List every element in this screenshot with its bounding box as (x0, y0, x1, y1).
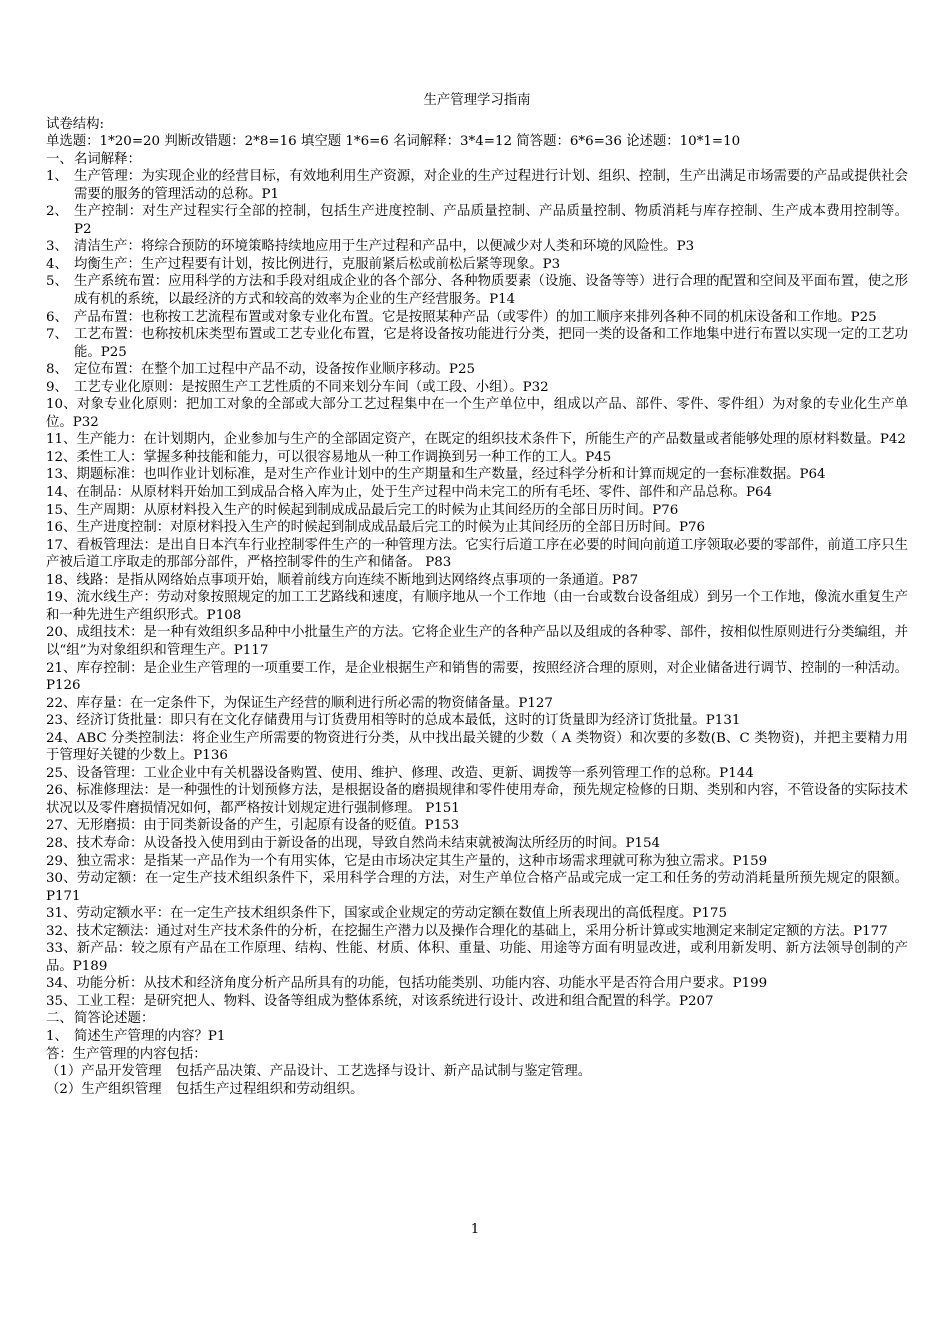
term-number: 11、 (46, 432, 77, 448)
term-text: 定位布置：在整个加工过程中产品不动，设备按作业顺序移动。P25 (74, 362, 475, 378)
term-number: 23、 (46, 713, 77, 729)
term-item (46, 502, 908, 520)
term-number: 5、 (46, 274, 68, 290)
term-item (46, 835, 908, 853)
term-item (46, 273, 908, 308)
answer-item (46, 1081, 908, 1099)
answer-label: （2）生产组织管理 (46, 1081, 162, 1097)
section-label: 简答论述题： (74, 1011, 155, 1027)
term-number: 26、 (46, 783, 77, 799)
term-item (46, 431, 908, 449)
term-number: 19、 (46, 590, 77, 606)
page-number: 1 (470, 1222, 480, 1237)
term-number: 17、 (46, 537, 77, 553)
term-number: 16、 (46, 520, 77, 536)
term-number: 2、 (46, 204, 68, 220)
section-label: 名词解释： (74, 151, 141, 167)
term-number: 8、 (46, 362, 68, 378)
term-text: 生产能力：在计划期内，企业参加与生产的全部固定资产，在既定的组织技术条件下，所能生产的产品数量或者能够处理的原材料数量。P42 (76, 432, 906, 448)
term-number: 7、 (46, 327, 68, 343)
term-number: 14、 (46, 485, 77, 501)
term-text: 清洁生产：将综合预防的环境策略持续地应用于生产过程和产品中，以便减少对人类和环境的风险性。P3 (74, 239, 695, 255)
term-item (46, 379, 908, 397)
structure-detail: 单选题：1*20=20 判断改错题：2*8=16 填空题 1*6=6 名词解释：3*4=12 简答题：6*6=36 论述题：10*1=10 (46, 134, 741, 150)
term-text: 线路：是指从网络始点事项开始，顺着前线方向连续不断地到达网络终点事项的一条通道。P87 (76, 572, 639, 588)
term-number: 3、 (46, 239, 68, 255)
term-item (46, 537, 908, 572)
term-item (46, 396, 908, 431)
document-page (46, 92, 908, 1098)
answer-intro: 答：生产管理的内容包括： (46, 1046, 207, 1062)
term-number: 13、 (46, 467, 77, 483)
term-item (46, 519, 908, 537)
term-text: 看板管理法：是出自日本汽车行业控制零件生产的一种管理方法。它实行后道工序在必要的时间向前道工序领取必要的零部件，前道工序只生产被后道工序取走的那部分部件，严格控制零件的生产和储备。 P83 (46, 537, 908, 571)
term-number: 1、 (46, 169, 68, 185)
page-title: 生产管理学习指南 (423, 93, 531, 108)
term-text: 工艺布置：也称按机床类型布置或工艺专业化布置，它是将设备按功能进行分类，把同一类的设备和工作地集中进行布置以实现一定的工艺功能。P25 (74, 327, 908, 360)
term-number: 22、 (46, 695, 77, 711)
term-text: 均衡生产：生产过程要有计划，按比例进行，克服前紧后松或前松后紧等现象。P3 (74, 256, 561, 272)
term-item (46, 817, 908, 835)
term-item (46, 660, 908, 695)
question-number: 1、 (46, 1028, 68, 1044)
term-text: 成组技术：是一种有效组织多品种中小批量生产的方法。它将企业生产的各种产品以及组成的各种零、部件，按相似性原则进行分类编组，并以“组”为对象组织和管理生产。P117 (46, 625, 908, 658)
term-number: 20、 (46, 625, 77, 641)
term-text: 设备管理：工业企业中有关机器设备购置、使用、维护、修理、改造、更新、调拨等一系列管理工作的总称。P144 (76, 765, 754, 781)
term-item (46, 484, 908, 502)
term-text: 无形磨损：由于同类新设备的产生，引起原有设备的贬值。P153 (76, 818, 460, 834)
term-number: 4、 (46, 256, 68, 272)
term-text: 库存控制：是企业生产管理的一项重要工作，是企业根据生产和销售的需要，按照经济合理的原则，对企业储备进行调节、控制的一种活动。P126 (46, 660, 908, 694)
term-number: 12、 (46, 449, 77, 465)
term-item (46, 782, 908, 817)
term-text: 生产进度控制：对原材料投入生产的时候起到制成成品最后完工的时候为止其间经历的全部日历时间。P76 (76, 520, 706, 536)
term-text: 库存量：在一定条件下，为保证生产经营的顺利进行所必需的物资储备量。P127 (76, 695, 553, 711)
term-text: 工业工程：是研究把人、物料、设备等组成为整体系统，对该系统进行设计、改进和组合配置的科学。P207 (76, 993, 714, 1009)
answers-list (46, 1063, 908, 1098)
term-item (46, 730, 908, 765)
term-number: 34、 (46, 976, 77, 992)
term-text: 生产周期：从原材料投入生产的时候起到制成成品最后完工的时候为止其间经历的全部日历时间。P76 (76, 502, 679, 518)
term-text: 生产控制：对生产过程实行全部的控制，包括生产进度控制、产品质量控制、产品质量控制、物质消耗与库存控制、生产成本费用控制等。P2 (74, 204, 908, 237)
term-number: 9、 (46, 379, 68, 395)
term-text: 新产品：较之原有产品在工作原理、结构、性能、材质、体积、重量、功能、用途等方面有明显改进，或利用新发明、新方法领导创制的产品。P189 (46, 941, 908, 974)
term-item (46, 765, 908, 783)
term-number: 28、 (46, 835, 77, 851)
term-text: 产品布置：也称按工艺流程布置或对象专业化布置。它是按照某种产品（或零件）的加工顺序来排列各种不同的机床设备和工作地。P25 (74, 309, 877, 325)
answer-text: 包括产品决策、产品设计、工艺选择与设计、新产品试制与鉴定管理。 (176, 1064, 592, 1080)
term-item (46, 905, 908, 923)
term-text: 标准修理法：是一种强性的计划预修方法，是根据设备的磨损规律和零件使用寿命，预先规定检修的日期、类别和内容，不管设备的实际技术状况以及零件磨损情况如何，都严格按计划规定进行强制修理。 P151 (46, 783, 908, 816)
term-number: 10、 (46, 397, 77, 413)
question-text: 简述生产管理的内容？P1 (74, 1028, 226, 1044)
term-text: 生产管理：为实现企业的经营目标，有效地利用生产资源，对企业的生产过程进行计划、组织、控制，生产出满足市场需要的产品或提供社会需要的服务的管理活动的总称。P1 (74, 169, 908, 202)
terms-list (46, 168, 908, 1010)
term-text: 对象专业化原则：把加工对象的全部或大部分工艺过程集中在一个生产单位中，组成以产品、部件、零件、零件组）为对象的专业化生产单位。P32 (46, 397, 908, 430)
term-text: 工艺专业化原则：是按照生产工艺性质的不同来划分车间（或工段、小组）。P32 (74, 379, 549, 395)
term-item (46, 256, 908, 274)
term-number: 31、 (46, 906, 77, 922)
answer-label: （1）产品开发管理 (46, 1064, 162, 1080)
term-text: 在制品：从原材料开始加工到成品合格入库为止，处于生产过程中尚未完工的所有毛坯、零件、部件和产品总称。P64 (76, 485, 773, 501)
term-number: 24、 (46, 730, 77, 746)
term-number: 21、 (46, 660, 77, 676)
term-number: 35、 (46, 993, 77, 1009)
section-heading-questions (46, 1010, 908, 1028)
term-item (46, 624, 908, 659)
term-item (46, 853, 908, 871)
term-text: 劳动定额：在一定生产技术组织条件下，采用科学合理的方法，对生产单位合格产品或完成一定工和任务的劳动消耗量所预先规定的限额。P171 (46, 871, 908, 904)
answer-text: 包括生产过程组织和劳动组织。 (176, 1081, 364, 1097)
question-item (46, 1028, 908, 1046)
term-text: 生产系统布置：应用科学的方法和手段对组成企业的各个部分、各种物质要素（设施、设备等等）进行合理的配置和空间及平面布置，使之形成有机的系统，以最经济的方式和较高的效率为企业的生产经营服务。P14 (74, 274, 908, 308)
term-number: 32、 (46, 923, 77, 939)
term-text: 功能分析：从技术和经济角度分析产品所具有的功能，包括功能类别、功能内容、功能水平是否符合用户要求。P199 (76, 976, 768, 992)
term-item (46, 589, 908, 624)
section-number: 一、 (46, 151, 73, 167)
term-item (46, 168, 908, 203)
term-item (46, 940, 908, 975)
term-item (46, 993, 908, 1011)
term-number: 15、 (46, 502, 77, 518)
term-item (46, 572, 908, 590)
term-text: 技术定额法：通过对生产技术条件的分析，在挖掘生产潜力以及操作合理化的基础上，采用分析计算或实地测定来制定定额的方法。P177 (76, 923, 888, 939)
term-item (46, 466, 908, 484)
term-number: 18、 (46, 572, 77, 588)
term-number: 29、 (46, 853, 77, 869)
term-text: 流水线生产：劳动对象按照规定的加工工艺路线和速度，有顺序地从一个工作地（由一台或数台设备组成）到另一个工作地，像流水重复生产和一种先进生产组织形式。P108 (46, 590, 908, 623)
answer-item (46, 1063, 908, 1081)
term-number: 33、 (46, 941, 77, 957)
term-number: 6、 (46, 309, 68, 325)
term-item (46, 449, 908, 467)
term-number: 25、 (46, 765, 77, 781)
term-item (46, 326, 908, 361)
section-heading-terms (46, 151, 908, 169)
term-text: 经济订货批量：即只有在文化存储费用与订货费用相等时的总成本最低，这时的订货量即为经济订货批量。P131 (76, 713, 741, 729)
structure-label: 试卷结构: (46, 116, 105, 132)
term-number: 27、 (46, 818, 77, 834)
term-number: 30、 (46, 871, 77, 887)
term-item (46, 975, 908, 993)
term-text: 期题标准：也叫作业计划标准，是对生产作业计划中的生产期量和生产数量，经过科学分析和计算而规定的一套标准数据。P64 (76, 467, 826, 483)
term-item (46, 695, 908, 713)
term-item (46, 361, 908, 379)
term-text: 柔性工人：掌握多种技能和能力，可以很容易地从一种工作调换到另一种工作的工人。P45 (76, 449, 612, 465)
term-item (46, 870, 908, 905)
term-item (46, 923, 908, 941)
term-item (46, 712, 908, 730)
term-text: 独立需求：是指某一产品作为一个有用实体，它是由市场决定其生产量的，这种市场需求理就可称为独立需求。P159 (76, 853, 768, 869)
section-number: 二、 (46, 1011, 73, 1027)
term-item (46, 238, 908, 256)
term-text: ABC 分类控制法：将企业生产所需要的物资进行分类，从中找出最关键的少数（ A 类物资）和次要的多数(B、C 类物资)，并把主要精力用于管理好关键的少数上。P136 (46, 730, 908, 764)
term-item (46, 203, 908, 238)
term-text: 技术寿命：从设备投入使用到由于新设备的出现，导致自然尚未结束就被淘汰所经历的时间。P154 (76, 835, 661, 851)
term-text: 劳动定额水平：在一定生产技术组织条件下，国家或企业规定的劳动定额在数值上所表现出的高低程度。P175 (76, 906, 727, 922)
term-item (46, 309, 908, 327)
